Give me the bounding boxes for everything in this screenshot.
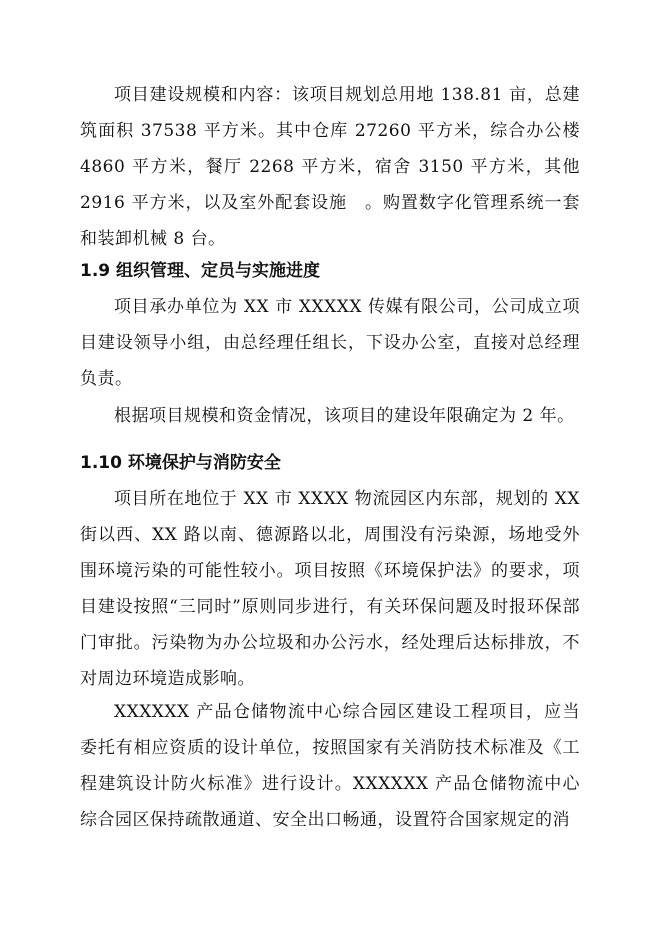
paragraph-organization: 项目承办单位为 XX 市 XXXXX 传媒有限公司，公司成立项目建设领导小组，由总经理任组长，下设办公室，直接对总经理负责。: [80, 297, 580, 389]
paragraph-fire-safety: XXXXXX 产品仓储物流中心综合园区建设工程项目，应当委托有相应资质的设计单位，按照国家有关消防技术标准及《工程建筑设计防火标准》进行设计。XXXXXX 产品仓储物流中心综合园区保持疏散通道、安全出口畅通，设置符合国家规定的消: [80, 702, 580, 830]
paragraph-environment: 项目所在地位于 XX 市 XXXX 物流园区内东部，规划的 XX 街以西、XX 路以南、德源路以北，周围没有污染源，场地受外围环境污染的可能性较小。项目按照《环境保护法》的要求，项目建设按照“三同时”原则同步进行，有关环保问题及时报环保部门审批。污染物为办公垃圾和办公污水，经处理后达标排放，不对周边环境造成影响。: [80, 489, 580, 689]
paragraph-schedule: 根据项目规模和资金情况，该项目的建设年限确定为 2 年。: [114, 406, 575, 426]
paragraph-project-scale: 项目建设规模和内容：该项目规划总用地 138.81 亩，总建筑面积 37538 平方米。其中仓库 27260 平方米，综合办公楼 4860 平方米，餐厅 2268 平方米，宿舍 3150 平方米，其他 2916 平方米，以及室外配套设施 。购置数字化管理系统一套和装卸机械 8 台。: [80, 85, 580, 249]
section-heading-1-9: 1.9 组织管理、定员与实施进度: [80, 261, 321, 281]
section-heading-1-10: 1.10 环境保护与消防安全: [80, 453, 281, 473]
